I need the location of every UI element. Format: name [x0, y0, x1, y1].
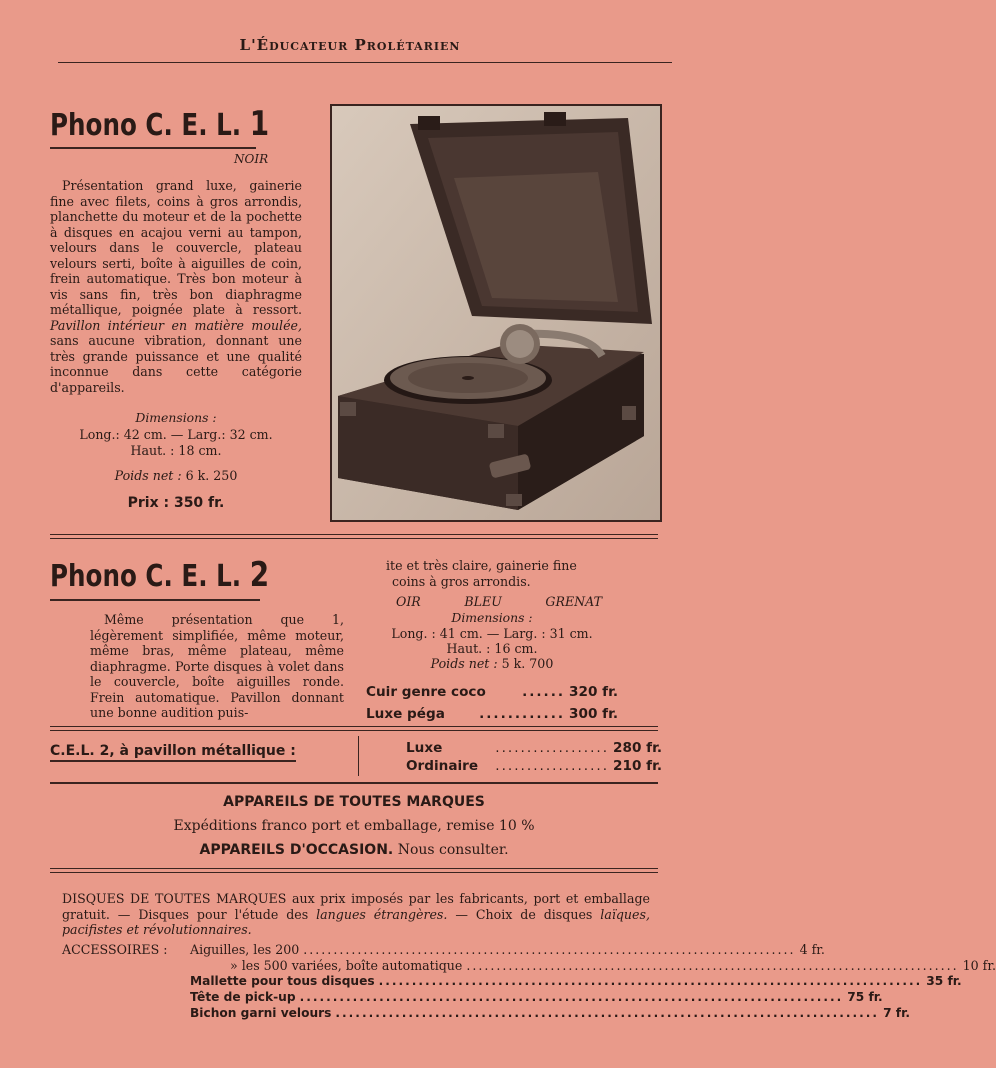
cel2-price-value-0: 320 fr. — [569, 684, 618, 700]
cel1-dimensions-label: Dimensions : — [135, 410, 217, 425]
cel2-metal-label: C.E.L. 2, à pavillon métallique : — [50, 743, 296, 762]
records-italic-1: langues étrangères. — [316, 906, 448, 922]
brands-shipping: Expéditions franco port et emballage, remise 10 % — [173, 818, 535, 834]
header-rule — [58, 62, 672, 63]
cel1-price: Prix : 350 fr. — [127, 495, 225, 511]
cel2-price-row-1 — [366, 706, 618, 722]
section-rule-3 — [50, 782, 658, 784]
accessory-row-1 — [230, 958, 996, 974]
accessory-price-4: 7 fr. — [883, 1006, 911, 1020]
cel2-title-text: Phono C. E. L. — [50, 559, 242, 594]
cel1-weight-value: 6 k. 250 — [185, 468, 238, 483]
accessory-label-1: » les 500 variées, boîte automatique — [230, 958, 463, 973]
cel2-title-number: 2 — [249, 555, 270, 595]
cel2-metal-price-dots-1: .................. — [495, 758, 610, 774]
cel2-color-0: OIR — [396, 594, 421, 609]
accessories-label: ACCESSOIRES : — [62, 942, 168, 957]
accessory-dots-4: .................................................................................. — [335, 1006, 880, 1020]
accessory-price-0: 4 fr. — [799, 942, 825, 957]
cel2-metal-price-row-0 — [406, 740, 662, 756]
cel2-metal-price-row-1 — [406, 758, 662, 774]
accessory-price-3: 75 fr. — [847, 990, 883, 1004]
cel1-title-underline — [50, 147, 256, 149]
records-paragraph — [62, 891, 650, 938]
brands-used-rest: Nous consulter. — [397, 842, 509, 858]
accessory-label-0: Aiguilles, les 200 — [190, 942, 300, 957]
records-italic-2: laïques, pacifistes et révolutionnaires. — [62, 906, 650, 937]
accessory-price-2: 35 fr. — [926, 974, 962, 988]
cel2-dimensions-line1: Long. : 41 cm. — Larg. : 31 cm. — [391, 626, 593, 641]
accessory-row-2 — [190, 974, 962, 990]
cel2-price-row-0 — [366, 684, 618, 700]
accessory-dots-3: .................................................................................. — [299, 990, 844, 1004]
cel2-metal-price-label-0: Luxe — [406, 740, 443, 756]
cel2-price-value-1: 300 fr. — [569, 706, 618, 722]
section-rule-1a — [50, 534, 658, 535]
brands-used-bold: APPAREILS D'OCCASION. — [199, 842, 394, 858]
records-text-1: DISQUES DE TOUTES MARQUES aux prix imposés par les fabricants, port et emballage gratuit. — Disques pour l'étude des — [62, 891, 650, 922]
cel1-title — [50, 104, 269, 144]
accessory-row-3 — [190, 990, 883, 1006]
accessory-price-1: 10 fr. — [962, 958, 996, 973]
accessory-dots-1: .................................................................................. — [466, 958, 959, 973]
cel2-price-label-0: Cuir genre coco — [366, 684, 486, 700]
section-rule-2b — [50, 730, 658, 731]
cel2-title — [50, 555, 269, 595]
accessory-dots-0: .................................................................................. — [303, 942, 796, 957]
section-rule-4a — [50, 868, 658, 869]
accessory-label-3: Tête de pick-up — [190, 990, 296, 1004]
accessory-label-2: Mallette pour tous disques — [190, 974, 375, 988]
cel1-description-end: sans aucune vibration, donnant une très grande puissance et une qualité inconnue dans cette catégorie d'appareils. — [50, 333, 302, 395]
cel1-dimensions-line1: Long.: 42 cm. — Larg.: 32 cm. — [79, 427, 273, 442]
cel1-title-text: Phono C. E. L. — [50, 108, 242, 143]
cel1-title-number: 1 — [249, 104, 270, 144]
brands-used — [50, 842, 658, 858]
cel2-metal-price-dots-0: .................. — [495, 740, 610, 756]
cel1-description-main: Présentation grand luxe, gainerie fine avec filets, coins à gros arrondis, planchette du moteur et de la pochette à disques en acajou verni au tampon, velours dans le couvercle, plateau velours serti, boîte à aiguilles de coin, frein automatique. Très bon moteur à vis sans fin, très bon diaphragme métallique, poignée plate à ressort. — [50, 178, 302, 317]
gramophone-photo — [330, 104, 662, 522]
cel2-color-1: BLEU — [464, 594, 502, 609]
cel2-dimensions-line2: Haut. : 16 cm. — [446, 641, 538, 656]
accessory-row-0 — [190, 942, 825, 958]
cel2-title-underline — [50, 599, 260, 601]
cel2-metal-price-label-1: Ordinaire — [406, 758, 479, 774]
page-header-title: L'Éducateur Prolétarien — [239, 36, 461, 54]
cel2-metal-divider — [358, 736, 359, 776]
section-rule-4b — [50, 872, 658, 873]
cel2-description-left: Même présentation que 1, légèrement simplifiée, même moteur, même bras, même plateau, même diaphragme. Porte disques à volet dans le couvercle, boîte aiguilles ronde. Frein automatique. Pavillon donnant une bonne audition puis- — [90, 612, 344, 720]
accessory-row-4 — [190, 1006, 911, 1022]
cel1-description — [50, 178, 302, 395]
cel1-color: NOIR — [234, 152, 269, 166]
section-rule-2a — [50, 726, 658, 727]
cel2-weight-value: 5 k. 700 — [501, 656, 554, 671]
brands-title: APPAREILS DE TOUTES MARQUES — [223, 794, 485, 810]
accessory-label-4: Bichon garni velours — [190, 1006, 332, 1020]
cel2-description-right-2: coins à gros arrondis. — [392, 574, 531, 589]
section-rule-1b — [50, 538, 658, 539]
cel2-weight — [372, 656, 612, 671]
accessory-dots-2: .................................................................................. — [378, 974, 923, 988]
cel1-description-italic: Pavillon intérieur en matière moulée, — [50, 317, 302, 333]
cel2-metal-price-value-1: 210 fr. — [613, 758, 662, 774]
cel1-weight — [50, 468, 302, 483]
cel2-color-2: GRENAT — [545, 594, 602, 609]
cel1-dimensions-line2: Haut. : 18 cm. — [130, 443, 222, 458]
cel1-weight-label: Poids net : — [114, 468, 182, 483]
cel2-description-right-1: ite et très claire, gainerie fine — [386, 558, 577, 573]
cel2-weight-label: Poids net : — [430, 656, 498, 671]
gramophone-illustration — [332, 106, 660, 520]
records-text-2: — Choix de disques — [455, 906, 593, 922]
cel2-price-label-1: Luxe péga — [366, 706, 445, 722]
cel2-dimensions-label: Dimensions : — [451, 610, 533, 625]
cel2-colors — [396, 594, 602, 609]
cel2-price-dots-1: ............ — [479, 706, 566, 722]
cel2-metal-price-value-0: 280 fr. — [613, 740, 662, 756]
cel2-price-dots-0: ...... — [522, 684, 566, 700]
